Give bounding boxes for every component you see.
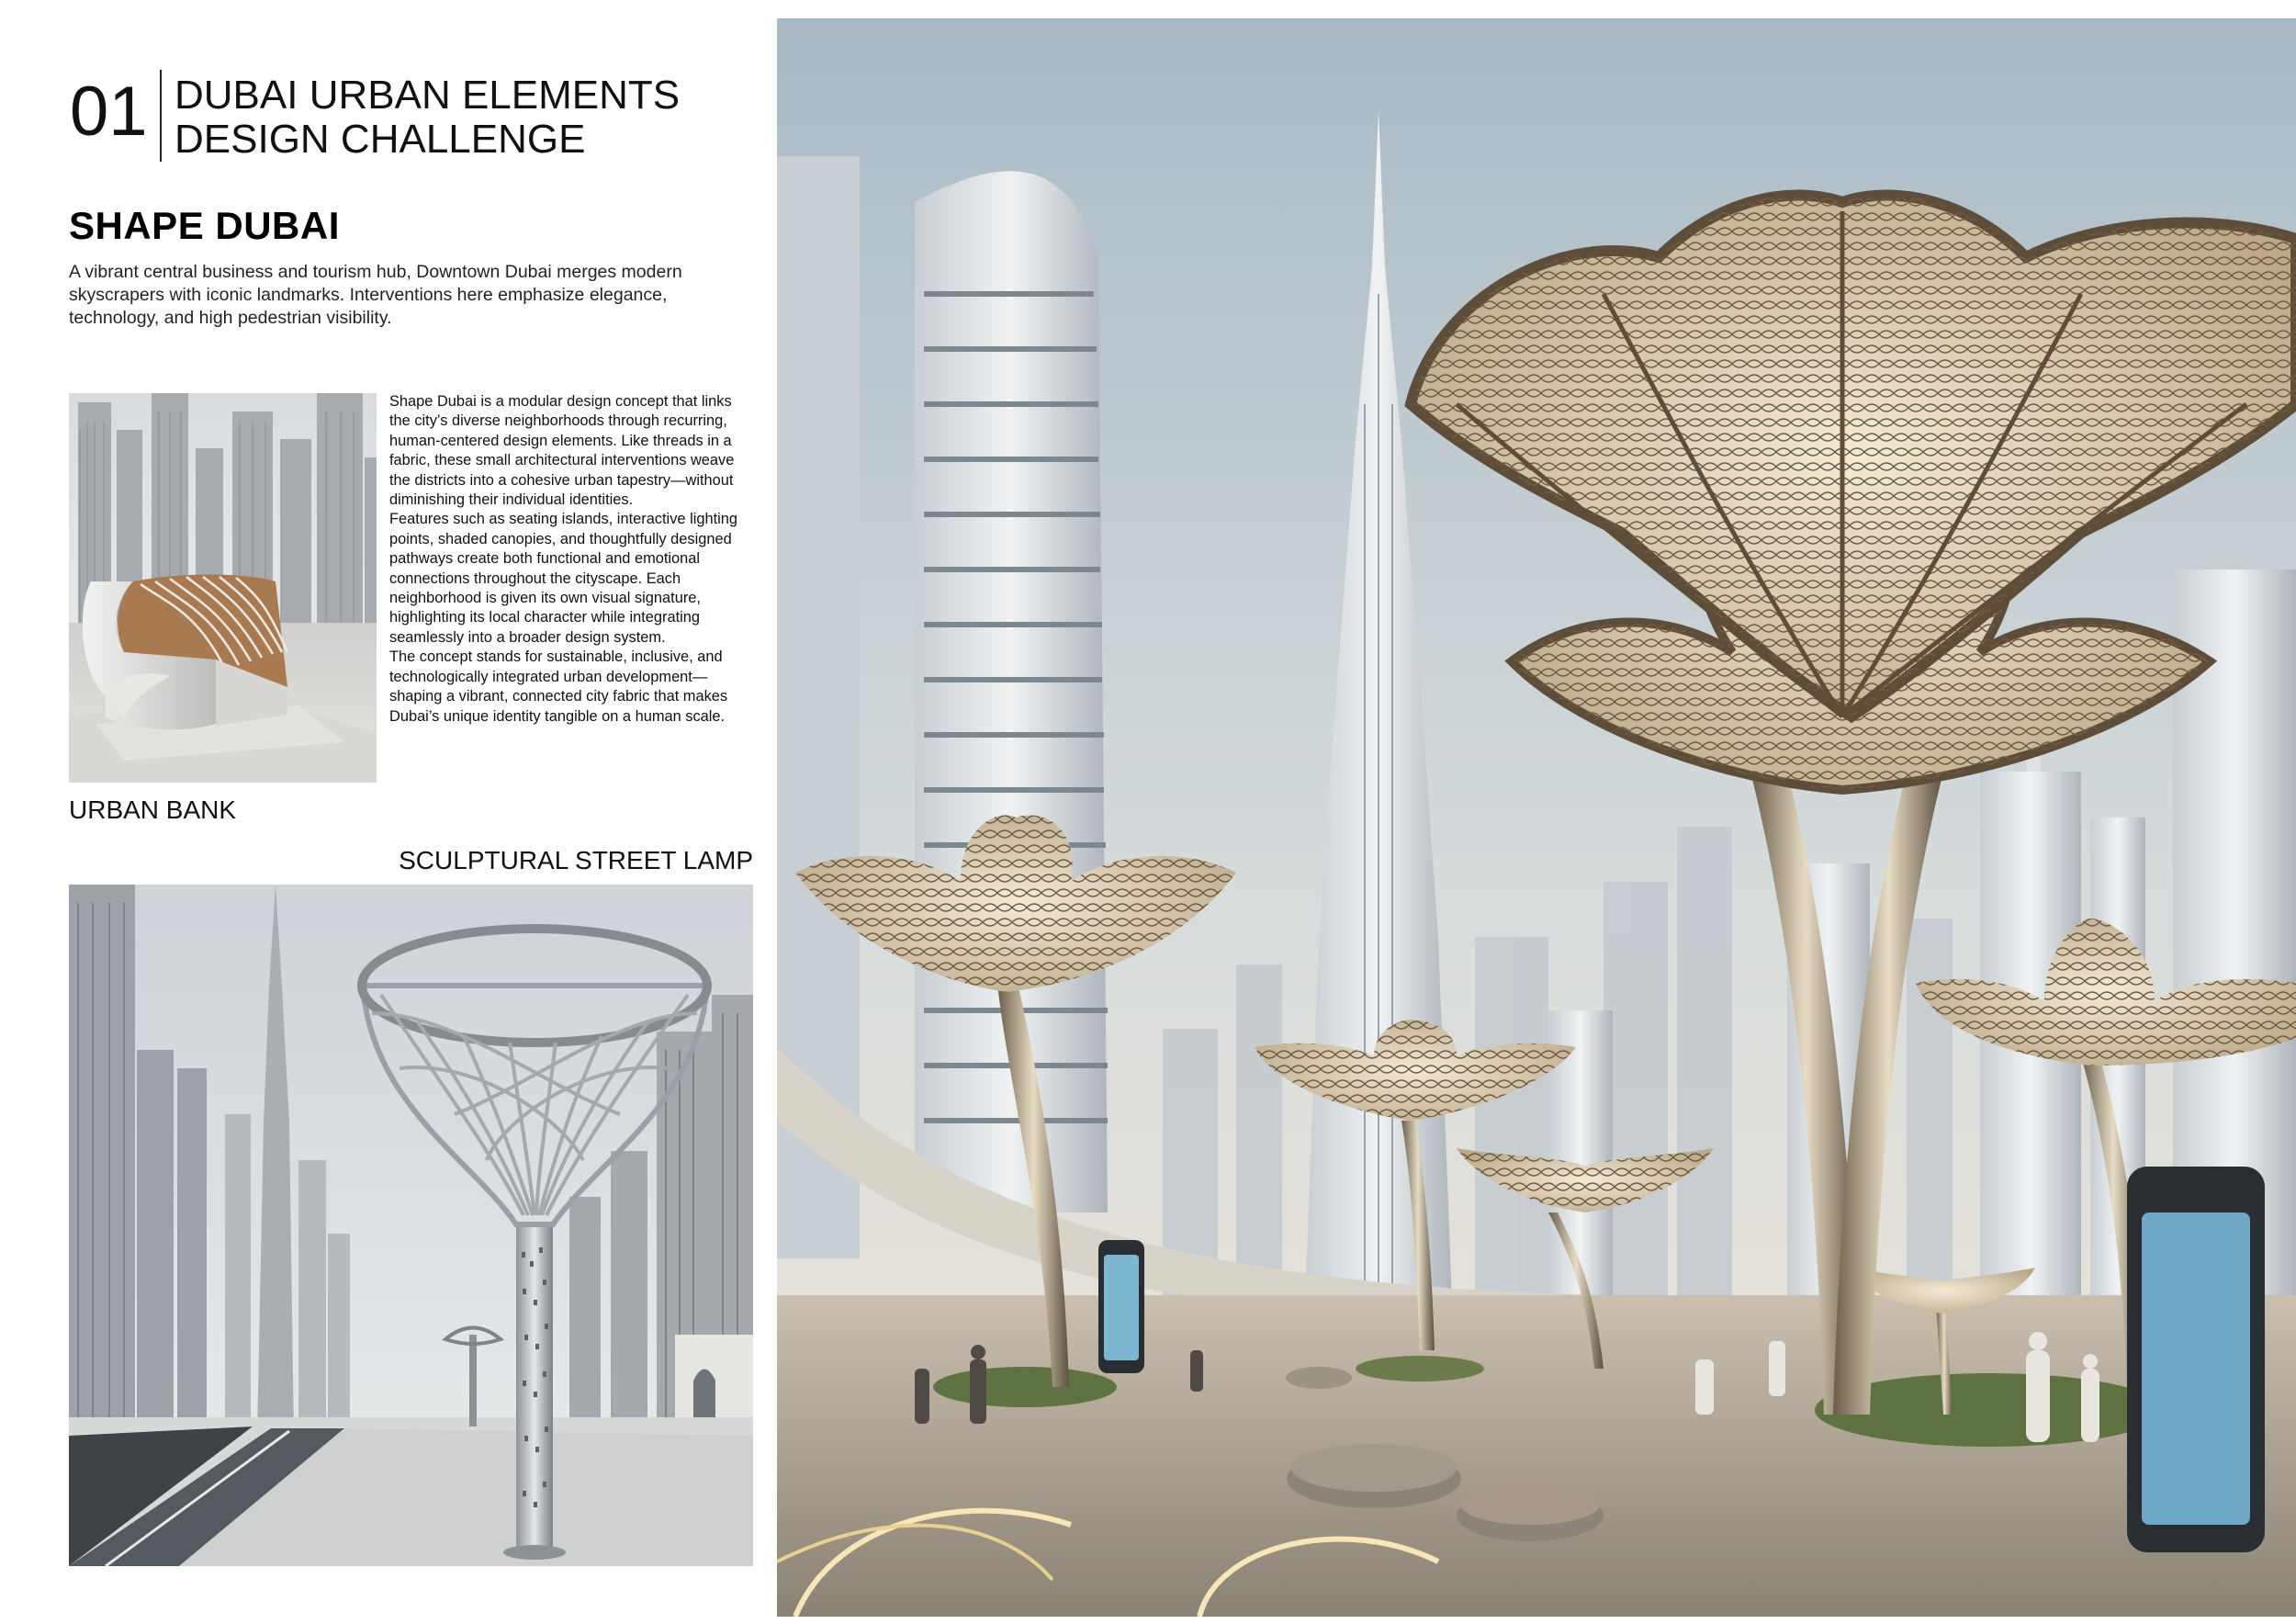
concept-paragraph-1: Shape Dubai is a modular design concept that links the city’s diverse neighborhoods through recurring, human-centered design elements. Like threads in a fabric, these small architectural interventions weave the districts into a cohesive urban tapestry—without diminishing their individual identities. [389, 393, 735, 509]
street-lamp-caption: SCULPTURAL STREET LAMP [399, 846, 753, 874]
page-number: 01 [70, 73, 148, 151]
page-title [174, 73, 680, 162]
urban-bank-image [69, 393, 377, 783]
street-lamp-image [69, 885, 753, 1566]
header-divider [160, 70, 162, 162]
page-title-line-1: DUBAI URBAN ELEMENTS [174, 73, 681, 118]
page-title-line-2: DESIGN CHALLENGE [174, 117, 586, 162]
hero-render-image [777, 18, 2296, 1617]
section-lead-text: A vibrant central business and tourism hub, Downtown Dubai merges modern skyscrapers with iconic landmarks. Interventions here emphasize elegance, technology, and high pedestrian visibility. [69, 262, 682, 328]
concept-paragraph-2: Features such as seating islands, interactive lighting points, shaded canopies, and thoughtfully designed pathways create both functional and emotional connections throughout the cityscape. Each neighborhood is given its own visual signature, highlighting its local character while integrating seamlessly into a broader design system. [389, 511, 738, 646]
section-heading: SHAPE DUBAI [69, 204, 340, 247]
urban-bank-caption: URBAN BANK [69, 795, 237, 824]
concept-paragraph-3: The concept stands for sustainable, inclusive, and technologically integrated urban development—shaping a vibrant, connected city fabric that makes Dubai’s unique identity tangible on a human scale. [389, 648, 728, 725]
concept-description [389, 392, 753, 727]
